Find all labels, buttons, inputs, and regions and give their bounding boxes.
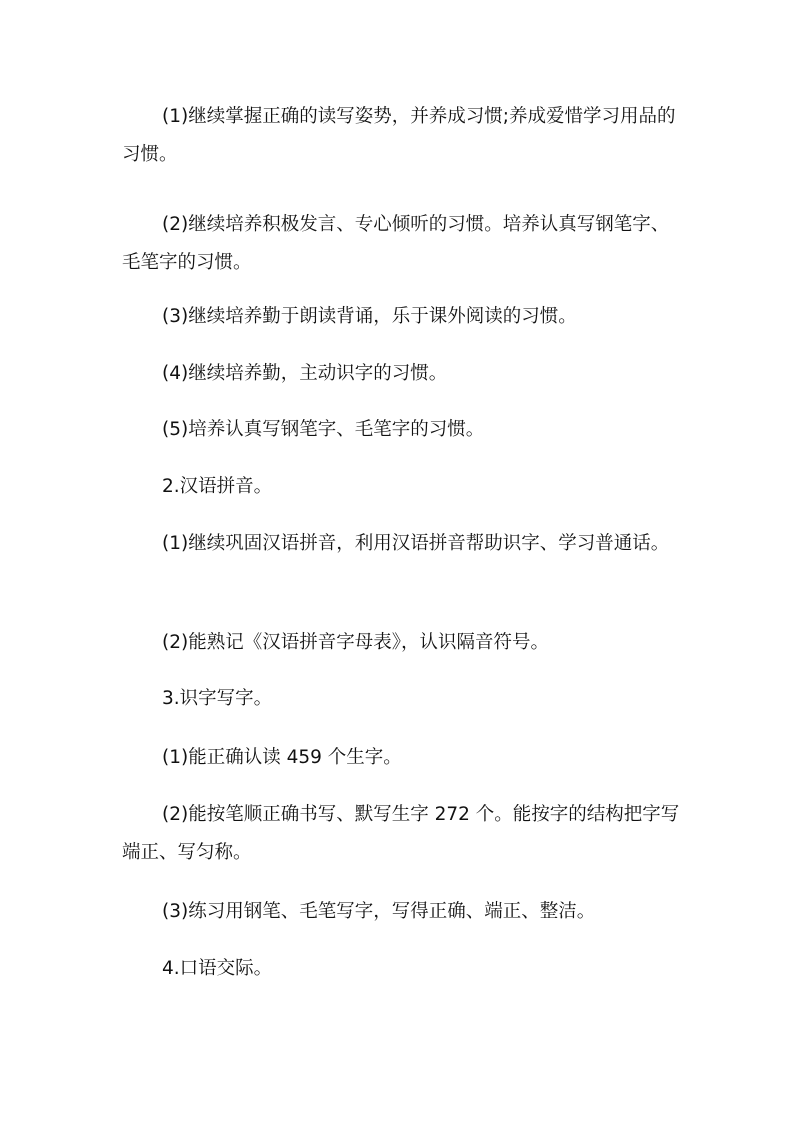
section-heading-oral: 4.口语交际。	[162, 958, 273, 979]
paragraph-habit-2: (2)继续培养积极发言、专心倾听的习惯。培养认真写钢笔字、毛笔字的习惯。	[122, 214, 670, 273]
paragraph-pinyin-1: (1)继续巩固汉语拼音，利用汉语拼音帮助识字、学习普通话。	[162, 533, 670, 554]
section-heading-literacy: 3.识字写字。	[162, 688, 273, 709]
paragraph-habit-3: (3)继续培养勤于朗读背诵，乐于课外阅读的习惯。	[162, 306, 577, 327]
paragraph-literacy-1: (1)能正确认读 459 个生字。	[162, 747, 402, 768]
paragraph-literacy-2: (2)能按笔顺正确书写、默写生字 272 个。能按字的结构把字写端正、写匀称。	[122, 804, 680, 863]
paragraph-habit-4: (4)继续培养勤，主动识字的习惯。	[162, 363, 448, 384]
paragraph-habit-5: (5)培养认真写钢笔字、毛笔字的习惯。	[162, 419, 485, 440]
section-heading-pinyin: 2.汉语拼音。	[162, 476, 273, 497]
paragraph-habit-1: (1)继续掌握正确的读写姿势，并养成习惯;养成爱惜学习用品的习惯。	[122, 106, 676, 165]
paragraph-pinyin-2: (2)能熟记《汉语拼音字母表》，认识隔音符号。	[162, 632, 549, 653]
paragraph-literacy-3: (3)练习用钢笔、毛笔写字，写得正确、端正、整洁。	[162, 901, 596, 922]
